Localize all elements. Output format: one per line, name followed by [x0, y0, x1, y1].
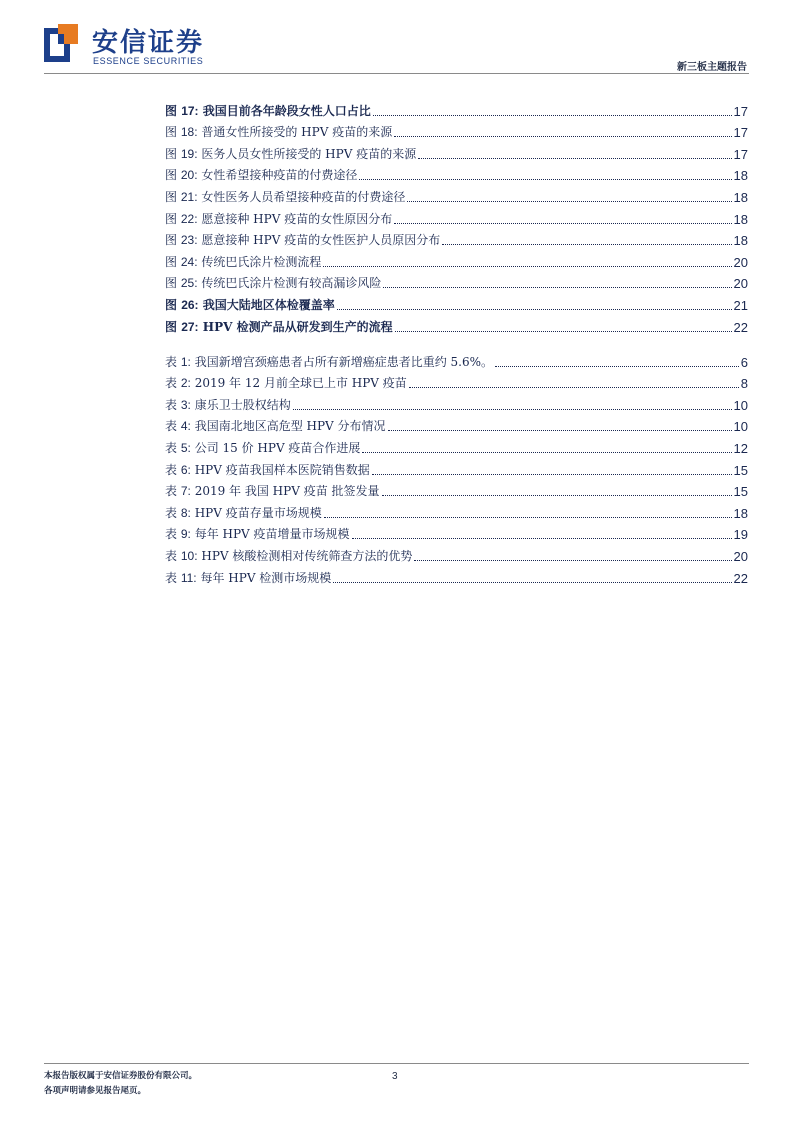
table-entry-number: 11: [180, 570, 197, 585]
dot-leader [373, 115, 732, 116]
figure-entry-prefix: 图 [165, 233, 178, 248]
figure-entry-page: 18 [733, 189, 748, 205]
figure-entry-title: 传统巴氏涂片检测有较高漏诊风险 [201, 276, 382, 291]
brand-name-cn: 安信证券 [92, 28, 205, 58]
dot-leader [442, 244, 731, 245]
table-entry-number: 10: [180, 548, 198, 563]
table-entry[interactable] [165, 499, 748, 521]
dot-leader [382, 495, 732, 496]
table-entry[interactable] [165, 564, 748, 586]
figure-entry-page: 17 [733, 146, 748, 162]
table-entry-prefix: 表 [165, 462, 178, 477]
table-entry-prefix: 表 [165, 527, 178, 542]
table-entry-label [165, 439, 360, 456]
figure-entry-number: 24: [180, 254, 198, 269]
table-entry-label [165, 525, 350, 542]
table-entry-title: HPV 核酸检测相对传统筛查方法的优势 [201, 548, 413, 563]
table-entry-prefix: 表 [165, 505, 178, 520]
figure-entry-prefix: 图 [165, 103, 178, 118]
figure-entry-page: 20 [733, 276, 748, 292]
table-entry-title: HPV 疫苗存量市场规模 [194, 505, 322, 520]
table-entry-page: 15 [733, 484, 748, 500]
figure-entry-label [165, 102, 371, 119]
report-type: 新三板主题报告 [677, 62, 747, 73]
table-entry-number: 8: [180, 505, 191, 520]
table-entry-title: 每年 HPV 检测市场规模 [200, 570, 332, 585]
figure-entry-page: 22 [733, 319, 748, 335]
dot-leader [407, 201, 731, 202]
figure-entry[interactable] [165, 205, 748, 227]
figure-entry-number: 19: [180, 146, 198, 161]
figure-entry[interactable] [165, 162, 748, 184]
figure-entry-number: 17: [181, 103, 199, 118]
table-entry-prefix: 表 [165, 548, 178, 563]
table-entry-number: 9: [180, 527, 191, 542]
dot-leader [414, 560, 731, 561]
figure-entry-title: 愿意接种 HPV 疫苗的女性医护人员原因分布 [201, 233, 441, 248]
figure-entry-label [165, 210, 392, 227]
figure-entry-number: 18: [180, 125, 198, 140]
table-entry-page: 15 [733, 462, 748, 478]
figure-entry-label [165, 145, 416, 162]
dot-leader [352, 538, 732, 539]
dot-leader [495, 366, 739, 367]
table-entry-page: 18 [733, 505, 748, 521]
dot-leader [323, 266, 731, 267]
figure-entry-page: 20 [733, 254, 748, 270]
figure-entry-page: 17 [733, 103, 748, 119]
table-entry-title: 我国新增宫颈癌患者占所有新增癌症患者比重约 5.6%。 [194, 354, 493, 369]
figure-entry-label [165, 231, 440, 248]
table-entry-prefix: 表 [165, 354, 178, 369]
brand-name-en: ESSENCE SECURITIES [93, 56, 204, 66]
table-entry-prefix: 表 [165, 484, 178, 499]
figure-entry[interactable] [165, 227, 748, 249]
table-entry-number: 6: [180, 462, 191, 477]
table-entry-title: 每年 HPV 疫苗增量市场规模 [194, 527, 350, 542]
table-entry-page: 10 [733, 397, 748, 413]
table-entry-number: 2: [180, 376, 191, 391]
table-entry-prefix: 表 [165, 440, 178, 455]
table-entry-number: 1: [180, 354, 191, 369]
table-entry-number: 3: [180, 397, 191, 412]
figure-entry[interactable] [165, 140, 748, 162]
table-entry-label [165, 353, 493, 370]
figure-entry-label [165, 274, 381, 291]
figure-entry-title: 愿意接种 HPV 疫苗的女性原因分布 [201, 211, 393, 226]
table-index [165, 348, 748, 586]
page-number: 3 [392, 1071, 398, 1082]
table-entry[interactable] [165, 434, 748, 456]
figure-entry-title: 传统巴氏涂片检测流程 [201, 254, 322, 269]
figure-entry-label [165, 166, 357, 183]
figure-entry-prefix: 图 [165, 276, 178, 291]
figure-entry-title: 女性希望接种疫苗的付费途径 [201, 168, 358, 183]
table-entry[interactable] [165, 521, 748, 543]
figure-entry-number: 22: [180, 211, 198, 226]
table-entry-prefix: 表 [165, 419, 178, 434]
table-entry[interactable] [165, 456, 748, 478]
figure-entry-number: 27: [181, 319, 199, 334]
table-entry[interactable] [165, 348, 748, 370]
figure-entry-prefix: 图 [165, 211, 178, 226]
table-entry-label [165, 374, 407, 391]
footer-notice [44, 1069, 197, 1099]
figure-entry-page: 18 [733, 168, 748, 184]
figure-entry-title: 我国目前各年龄段女性人口占比 [202, 103, 371, 118]
dot-leader [395, 331, 732, 332]
dot-leader [394, 136, 731, 137]
figure-entry-page: 18 [733, 233, 748, 249]
dot-leader [394, 223, 731, 224]
table-entry-number: 7: [180, 484, 191, 499]
disclaimer-text: 各项声明请参见报告尾页。 [44, 1086, 147, 1096]
figure-entry[interactable] [165, 313, 748, 335]
table-entry-title: 公司 15 价 HPV 疫苗合作进展 [194, 440, 361, 455]
table-entry[interactable] [165, 413, 748, 435]
figure-entry-prefix: 图 [165, 297, 178, 312]
dot-leader [293, 409, 732, 410]
figure-entry[interactable] [165, 97, 748, 119]
figure-entry-prefix: 图 [165, 189, 178, 204]
table-entry-label [165, 504, 322, 521]
figure-entry-page: 21 [733, 297, 748, 313]
figure-entry[interactable] [165, 119, 748, 141]
dot-leader [383, 287, 731, 288]
table-entry-page: 10 [733, 419, 748, 435]
figure-entry-title: 我国大陆地区体检覆盖率 [202, 297, 335, 312]
table-entry-prefix: 表 [165, 376, 178, 391]
figure-index [165, 97, 748, 335]
table-entry-title: 康乐卫士股权结构 [194, 397, 291, 412]
table-entry-label [165, 569, 331, 586]
table-entry-title: 2019 年 我国 HPV 疫苗 批签发量 [194, 484, 380, 499]
header-divider [44, 73, 749, 74]
figure-entry-page: 18 [733, 211, 748, 227]
dot-leader [359, 179, 731, 180]
table-entry-number: 4: [180, 419, 191, 434]
dot-leader [337, 309, 732, 310]
figure-entry[interactable] [165, 291, 748, 313]
figure-entry[interactable] [165, 183, 748, 205]
figure-entry-number: 25: [180, 276, 198, 291]
figure-entry-label [165, 318, 393, 335]
dot-leader [372, 474, 732, 475]
table-entry-label [165, 482, 380, 499]
figure-entry-title: HPV 检测产品从研发到生产的流程 [202, 319, 393, 334]
table-entry-prefix: 表 [165, 397, 178, 412]
figure-entry-prefix: 图 [165, 168, 178, 183]
figure-entry-number: 21: [180, 189, 198, 204]
figure-entry-prefix: 图 [165, 319, 178, 334]
figure-entry-label [165, 123, 392, 140]
table-entry-page: 12 [733, 440, 748, 456]
table-entry-title: HPV 疫苗我国样本医院销售数据 [194, 462, 370, 477]
table-entry[interactable] [165, 391, 748, 413]
table-entry-label [165, 396, 291, 413]
dot-leader [409, 387, 739, 388]
figure-entry-prefix: 图 [165, 146, 178, 161]
dot-leader [388, 430, 732, 431]
footer-divider [44, 1063, 749, 1064]
table-entry-title: 我国南北地区高危型 HPV 分布情况 [194, 419, 386, 434]
figure-entry-title: 普通女性所接受的 HPV 疫苗的来源 [201, 125, 393, 140]
figure-entry[interactable] [165, 270, 748, 292]
table-entry-label [165, 461, 370, 478]
figure-entry[interactable] [165, 248, 748, 270]
table-entry[interactable] [165, 478, 748, 500]
table-entry-title: 2019 年 12 月前全球已上市 HPV 疫苗 [194, 376, 407, 391]
figure-entry-number: 26: [181, 297, 199, 312]
figure-entry-prefix: 图 [165, 125, 178, 140]
figure-entry-title: 医务人员女性所接受的 HPV 疫苗的来源 [201, 146, 417, 161]
dot-leader [362, 452, 731, 453]
essence-logo-icon [44, 24, 80, 64]
figure-entry-number: 23: [180, 233, 198, 248]
figure-entry-page: 17 [733, 125, 748, 141]
figure-entry-number: 20: [180, 168, 198, 183]
table-entry-page: 6 [740, 354, 748, 370]
figure-entry-prefix: 图 [165, 254, 178, 269]
figure-entry-title: 女性医务人员希望接种疫苗的付费途径 [201, 189, 406, 204]
table-entry-page: 19 [733, 527, 748, 543]
copyright-text: 本报告版权属于安信证券股份有限公司。 [44, 1071, 198, 1081]
figure-entry-label [165, 188, 405, 205]
table-entry-label [165, 417, 386, 434]
figure-entry-label [165, 253, 321, 270]
figure-entry-label [165, 296, 335, 313]
table-entry-page: 22 [733, 570, 748, 586]
table-entry-page: 8 [740, 376, 748, 392]
dot-leader [324, 517, 732, 518]
table-entry[interactable] [165, 370, 748, 392]
dot-leader [333, 582, 731, 583]
table-entry-prefix: 表 [165, 570, 178, 585]
table-entry[interactable] [165, 542, 748, 564]
table-entry-number: 5: [180, 440, 191, 455]
table-entry-page: 20 [733, 548, 748, 564]
dot-leader [418, 158, 731, 159]
table-entry-label [165, 547, 412, 564]
